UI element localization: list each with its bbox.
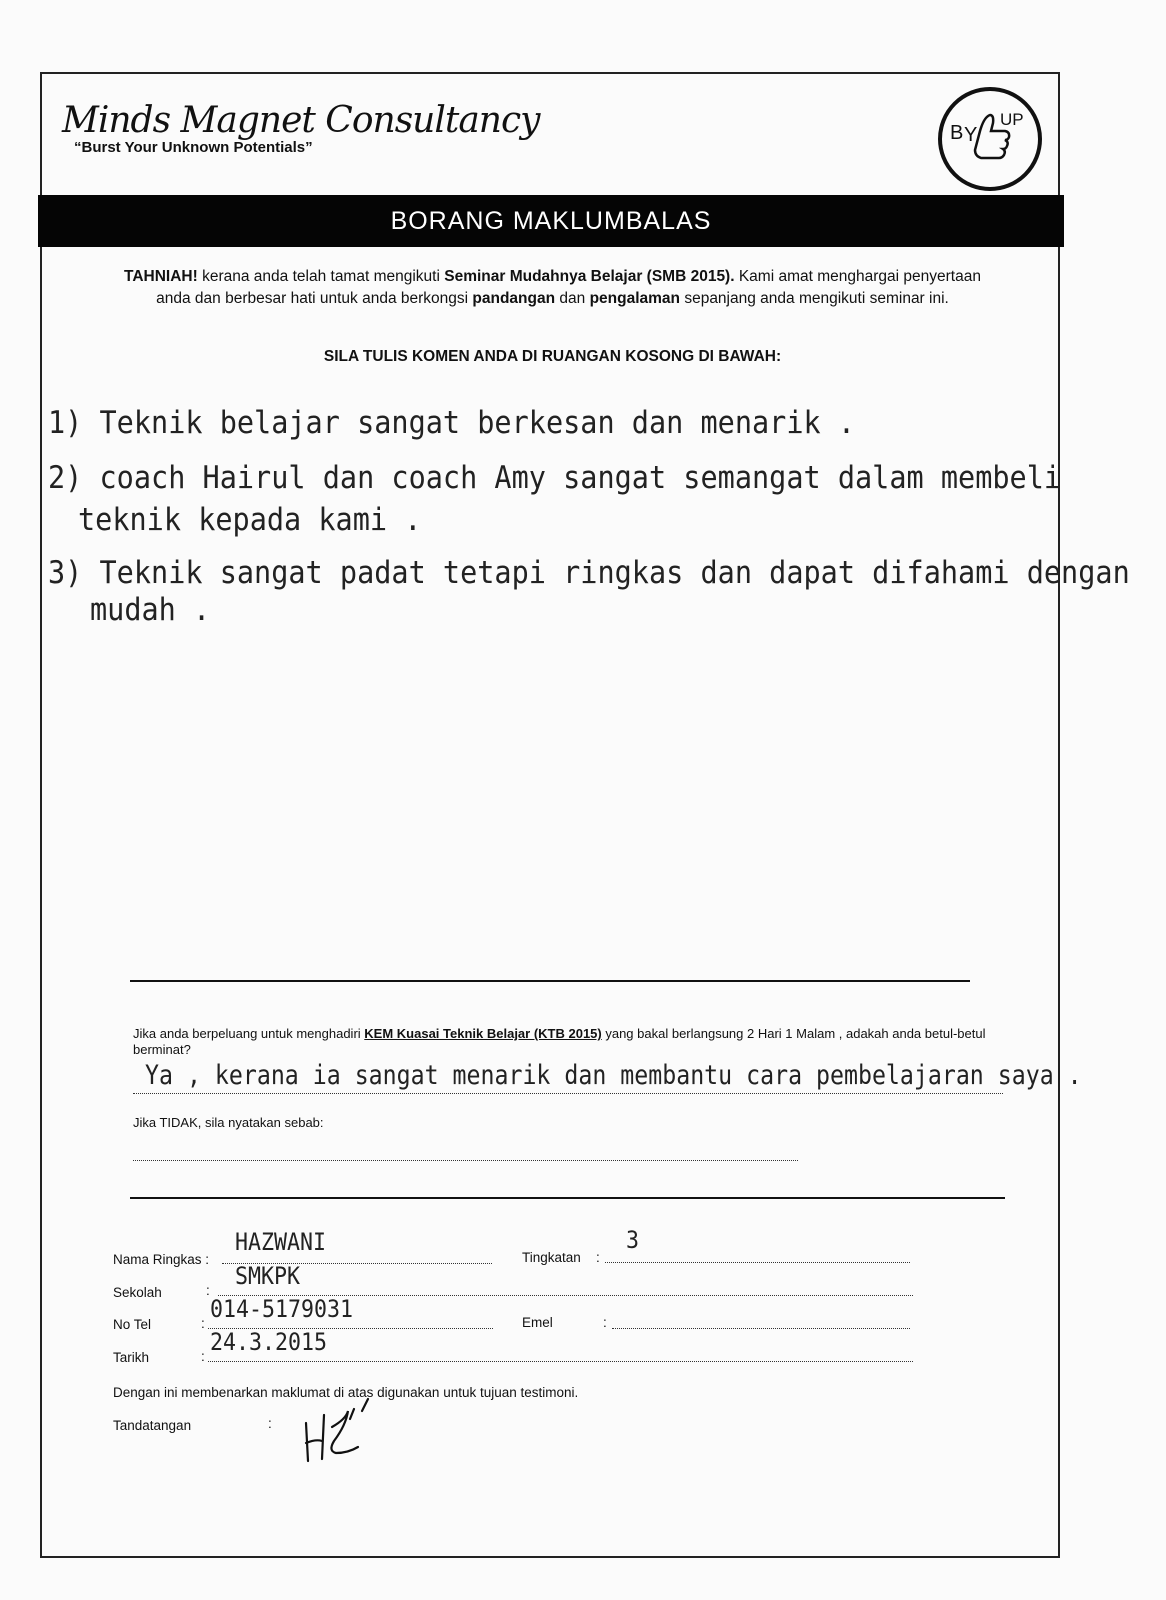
question-text: Jika anda berpeluang untuk menghadiri KEM Kuasai Teknik Belajar (KTB 2015) yang bakal berlangsung 2 Hari 1 Malam , adakah anda betul-betul berminat? [133,1026,986,1057]
name-value: HAZWANI [235,1228,327,1256]
comment-line-2: 2) coach Hairul dan coach Amy sangat semangat dalam membeli [48,460,1062,496]
date-line [208,1361,913,1362]
company-tagline: “Burst Your Unknown Potentials” [74,139,313,156]
company-logo [62,100,540,156]
answer-handwriting: Ya , kerana ia sangat menarik dan membantu cara pembelajaran saya . [145,1060,1082,1091]
answer-line [133,1093,1003,1094]
signature-mark [298,1395,388,1467]
divider-bottom [130,1197,1005,1199]
name-label: Nama Ringkas : [113,1252,210,1267]
svg-text:UP: UP [1000,110,1024,129]
level-line [605,1262,910,1263]
by-up-badge [938,87,1042,191]
company-name: Minds Magnet Consultancy [62,100,540,141]
date-label: Tarikh [113,1350,150,1365]
signature-colon: : [268,1416,272,1431]
divider-top [130,980,970,982]
email-colon: : [603,1315,607,1330]
if-not-label: Jika TIDAK, sila nyatakan sebab: [133,1115,324,1130]
comment-line-3: teknik kepada kami . [78,502,422,538]
phone-label: No Tel [113,1317,152,1332]
signature-label: Tandatangan [113,1418,192,1433]
phone-value: 014-5179031 [210,1295,354,1323]
intro-text: TAHNIAH! kerana anda telah tamat mengikuti Seminar Mudahnya Belajar (SMB 2015). Kami amat menghargai penyertaan anda dan berbesar hati untuk anda berkongsi pandangan dan pengalaman sepanjang anda mengikuti seminar ini. [124,268,981,307]
date-value: 24.3.2015 [210,1328,328,1356]
instruction-heading: SILA TULIS KOMEN ANDA DI RUANGAN KOSONG DI BAWAH: [323,348,782,365]
form-title: BORANG MAKLUMBALAS [38,195,1064,247]
reason-line [133,1160,798,1161]
email-line [612,1328,910,1329]
svg-text:Y: Y [964,124,978,146]
level-value: 3 [626,1226,640,1254]
consent-note: Dengan ini membenarkan maklumat di atas digunakan untuk tujuan testimoni. [113,1385,579,1400]
svg-text:B: B [950,122,964,144]
date-colon: : [201,1349,205,1364]
comment-line-1: 1) Teknik belajar sangat berkesan dan menarik . [48,405,856,441]
level-colon: : [596,1250,600,1265]
comment-line-4: 3) Teknik sangat padat tetapi ringkas dan dapat difahami dengan [48,555,1130,591]
school-colon: : [206,1283,210,1298]
level-label: Tingkatan [522,1250,581,1265]
school-value: SMKPK [235,1262,301,1290]
thumbs-up-icon [942,91,1038,187]
school-label: Sekolah [113,1285,162,1300]
comment-line-5: mudah . [90,592,211,628]
email-label: Emel [522,1315,553,1330]
phone-colon: : [201,1316,205,1331]
